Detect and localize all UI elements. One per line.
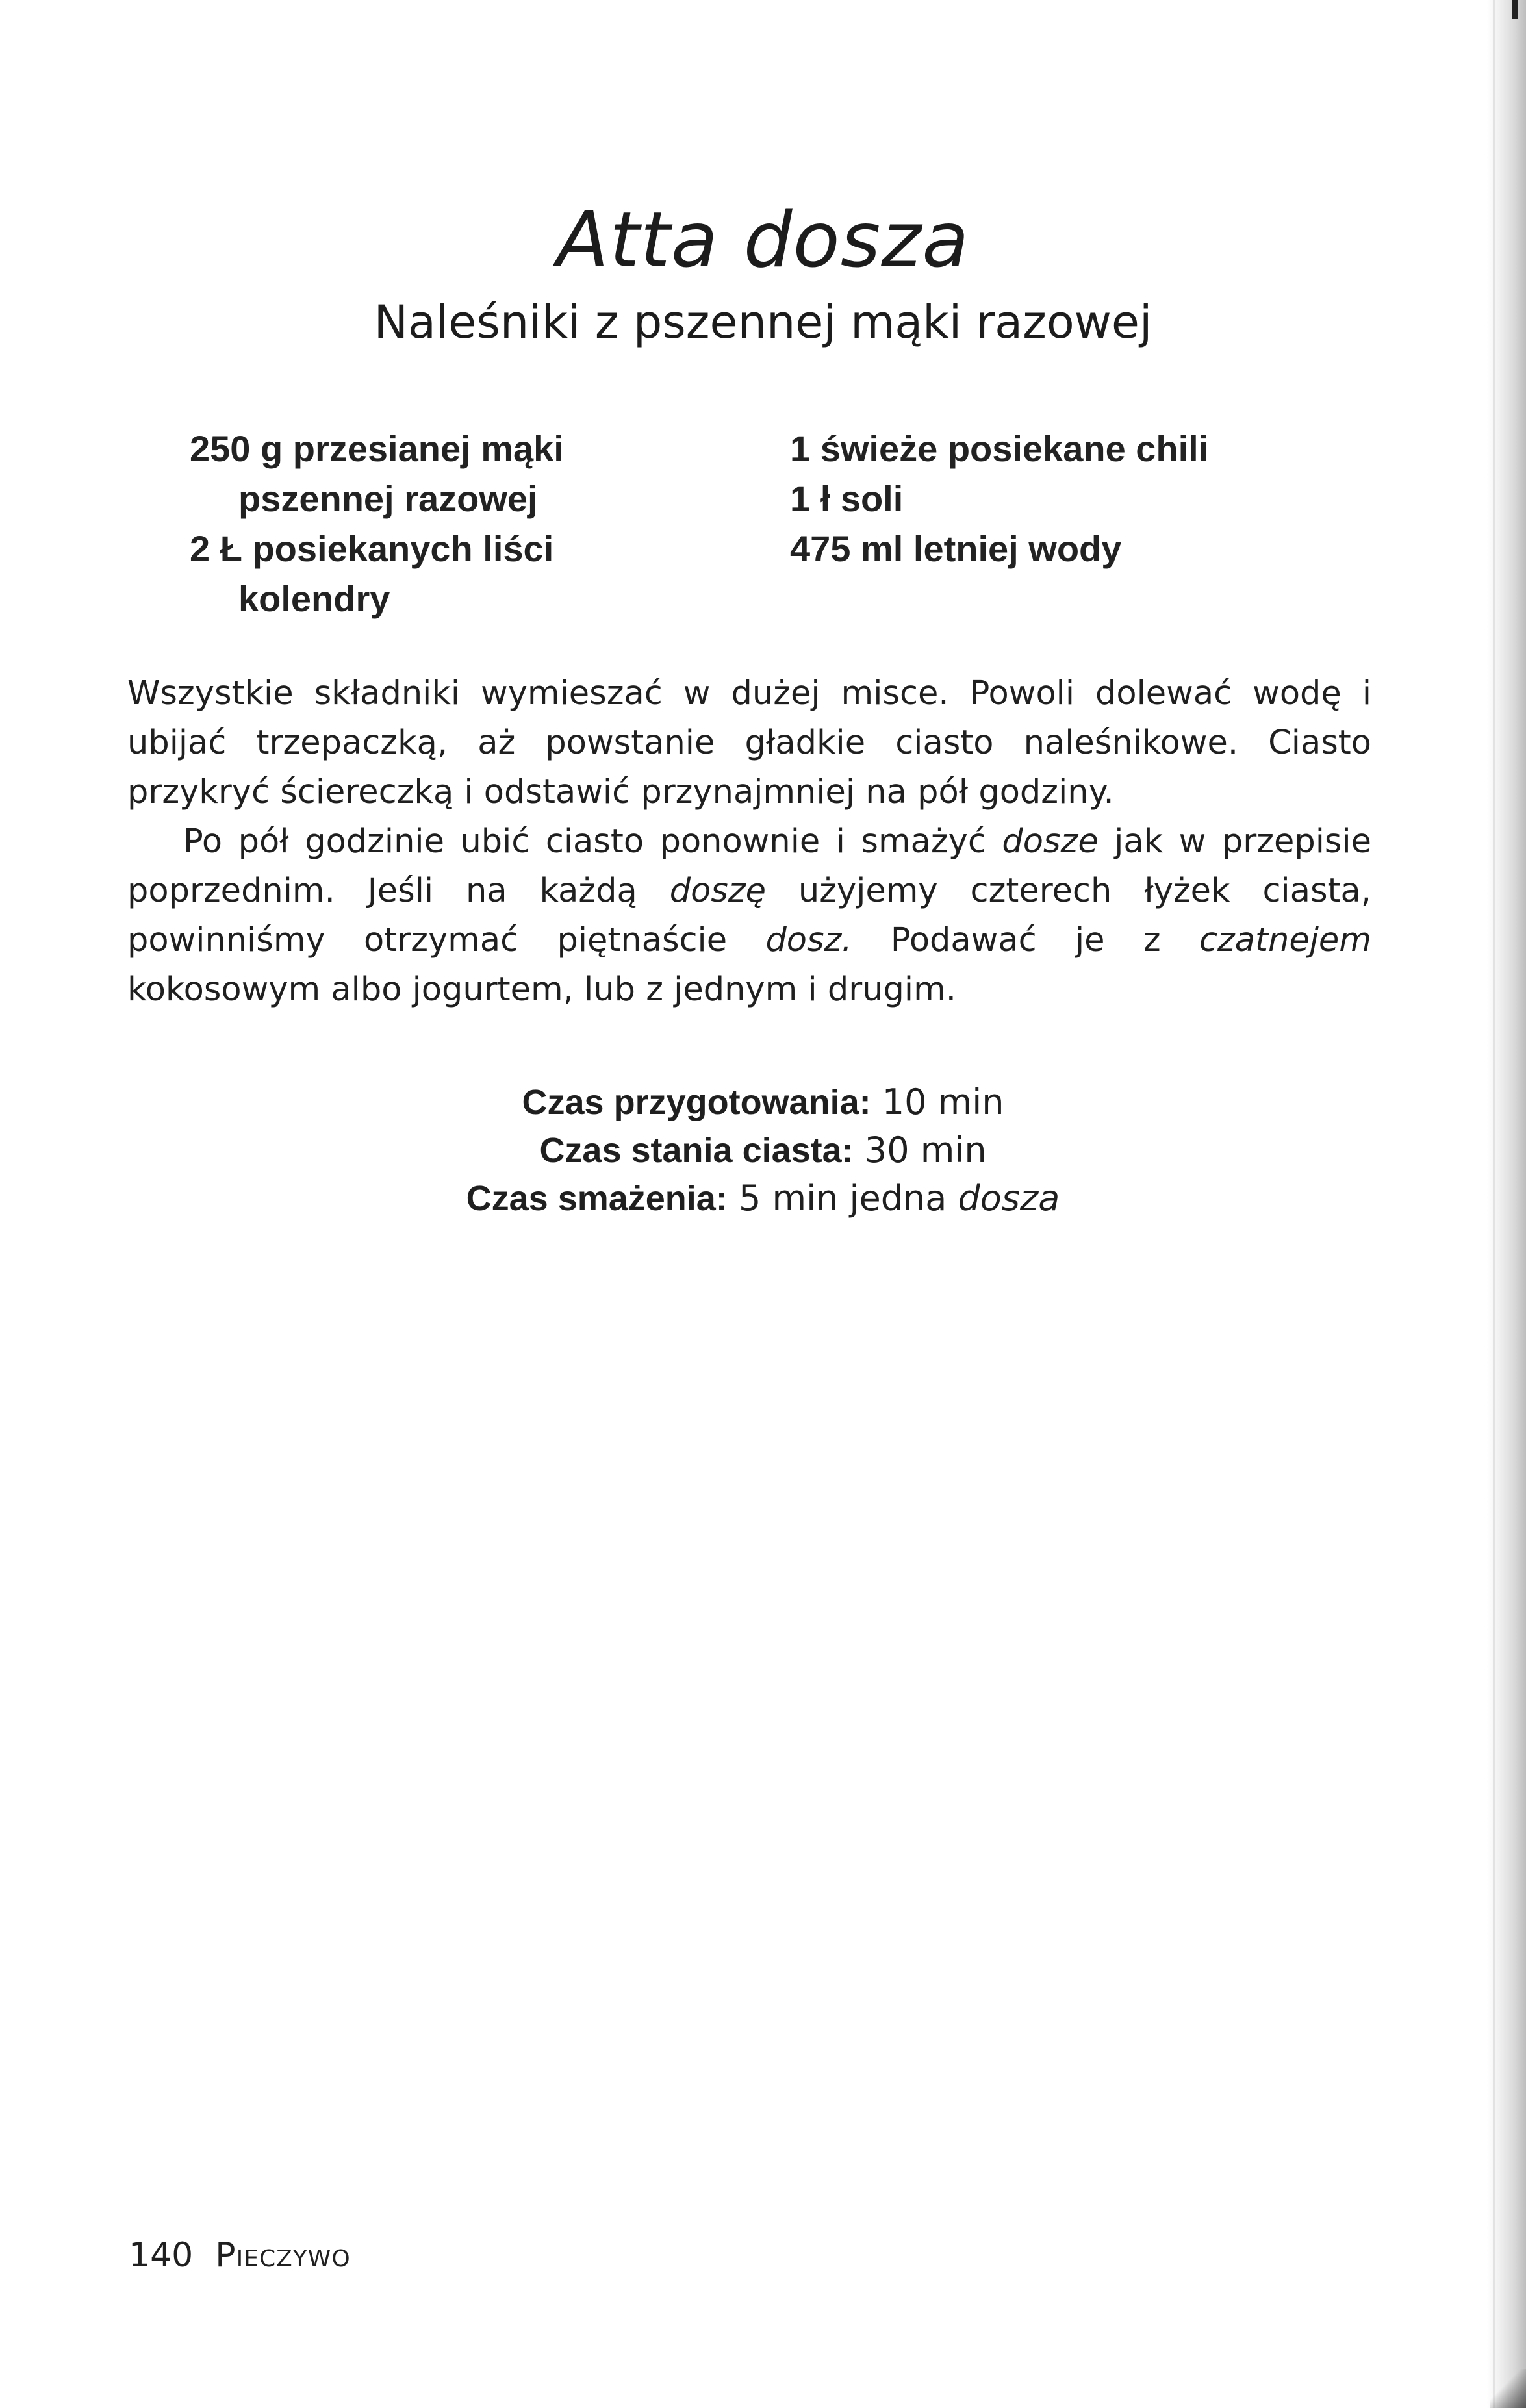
page-number: 140 (129, 2236, 194, 2275)
scan-corner-shadow (1490, 2369, 1526, 2408)
method-text (127, 669, 1371, 1015)
method-paragraph-1: Wszystkie składniki wymieszać w dużej misce. Powoli dolewać wodę i ubijać trzepaczką, aż powstanie gładkie ciasto naleśnikowe. Ciasto przykryć ściereczką i odstawić przynajmniej na pół godziny. (127, 674, 1371, 811)
ingredient-item: 250 g przesianej mąki pszennej razowej (190, 428, 564, 519)
italic-term: dosze (1002, 822, 1099, 861)
ingredients-left-column (190, 424, 761, 624)
rest-time-label: Czas stania ciasta: (539, 1131, 854, 1170)
fry-time (0, 1174, 1526, 1223)
ingredient-item: 1 świeże posiekane chili (790, 428, 1209, 469)
ingredients-right-column (790, 424, 1414, 574)
ingredient-item: 1 ł soli (790, 478, 904, 519)
recipe-subtitle: Naleśniki z pszennej mąki razowej (374, 296, 1152, 349)
rest-time (0, 1126, 1526, 1174)
fry-time-unit: dosza (958, 1178, 1060, 1219)
method-paragraph-2: Po pół godzinie ubić ciasto ponownie i smażyć dosze jak w przepisie poprzednim. Jeśli na każdą doszę użyjemy czterech łyżek ciasta, powinniśmy otrzymać piętnaście dosz. Podawać je z czatnejem kokosowym albo jogurtem, lub z jednym i drugim. (127, 822, 1371, 1009)
italic-term: czatnejem (1199, 921, 1371, 959)
fry-time-value: 5 min jedna (727, 1178, 958, 1219)
prep-time-label: Czas przygotowania: (522, 1083, 871, 1122)
section-name: Pieczywo (215, 2236, 351, 2275)
prep-time-value: 10 min (871, 1082, 1004, 1122)
recipe-title: Atta dosza (556, 195, 970, 285)
scan-corner-mark (1512, 0, 1518, 19)
italic-term: doszę (669, 872, 766, 910)
page-footer (129, 2236, 351, 2275)
prep-time (0, 1078, 1526, 1126)
ingredient-item: 2 Ł posiekanych liści kolendry (190, 528, 554, 619)
timing-block (0, 1078, 1526, 1223)
rest-time-value: 30 min (853, 1130, 987, 1171)
fry-time-label: Czas smażenia: (466, 1179, 728, 1218)
italic-term: dosz. (765, 921, 852, 959)
ingredient-item: 475 ml letniej wody (790, 528, 1122, 569)
